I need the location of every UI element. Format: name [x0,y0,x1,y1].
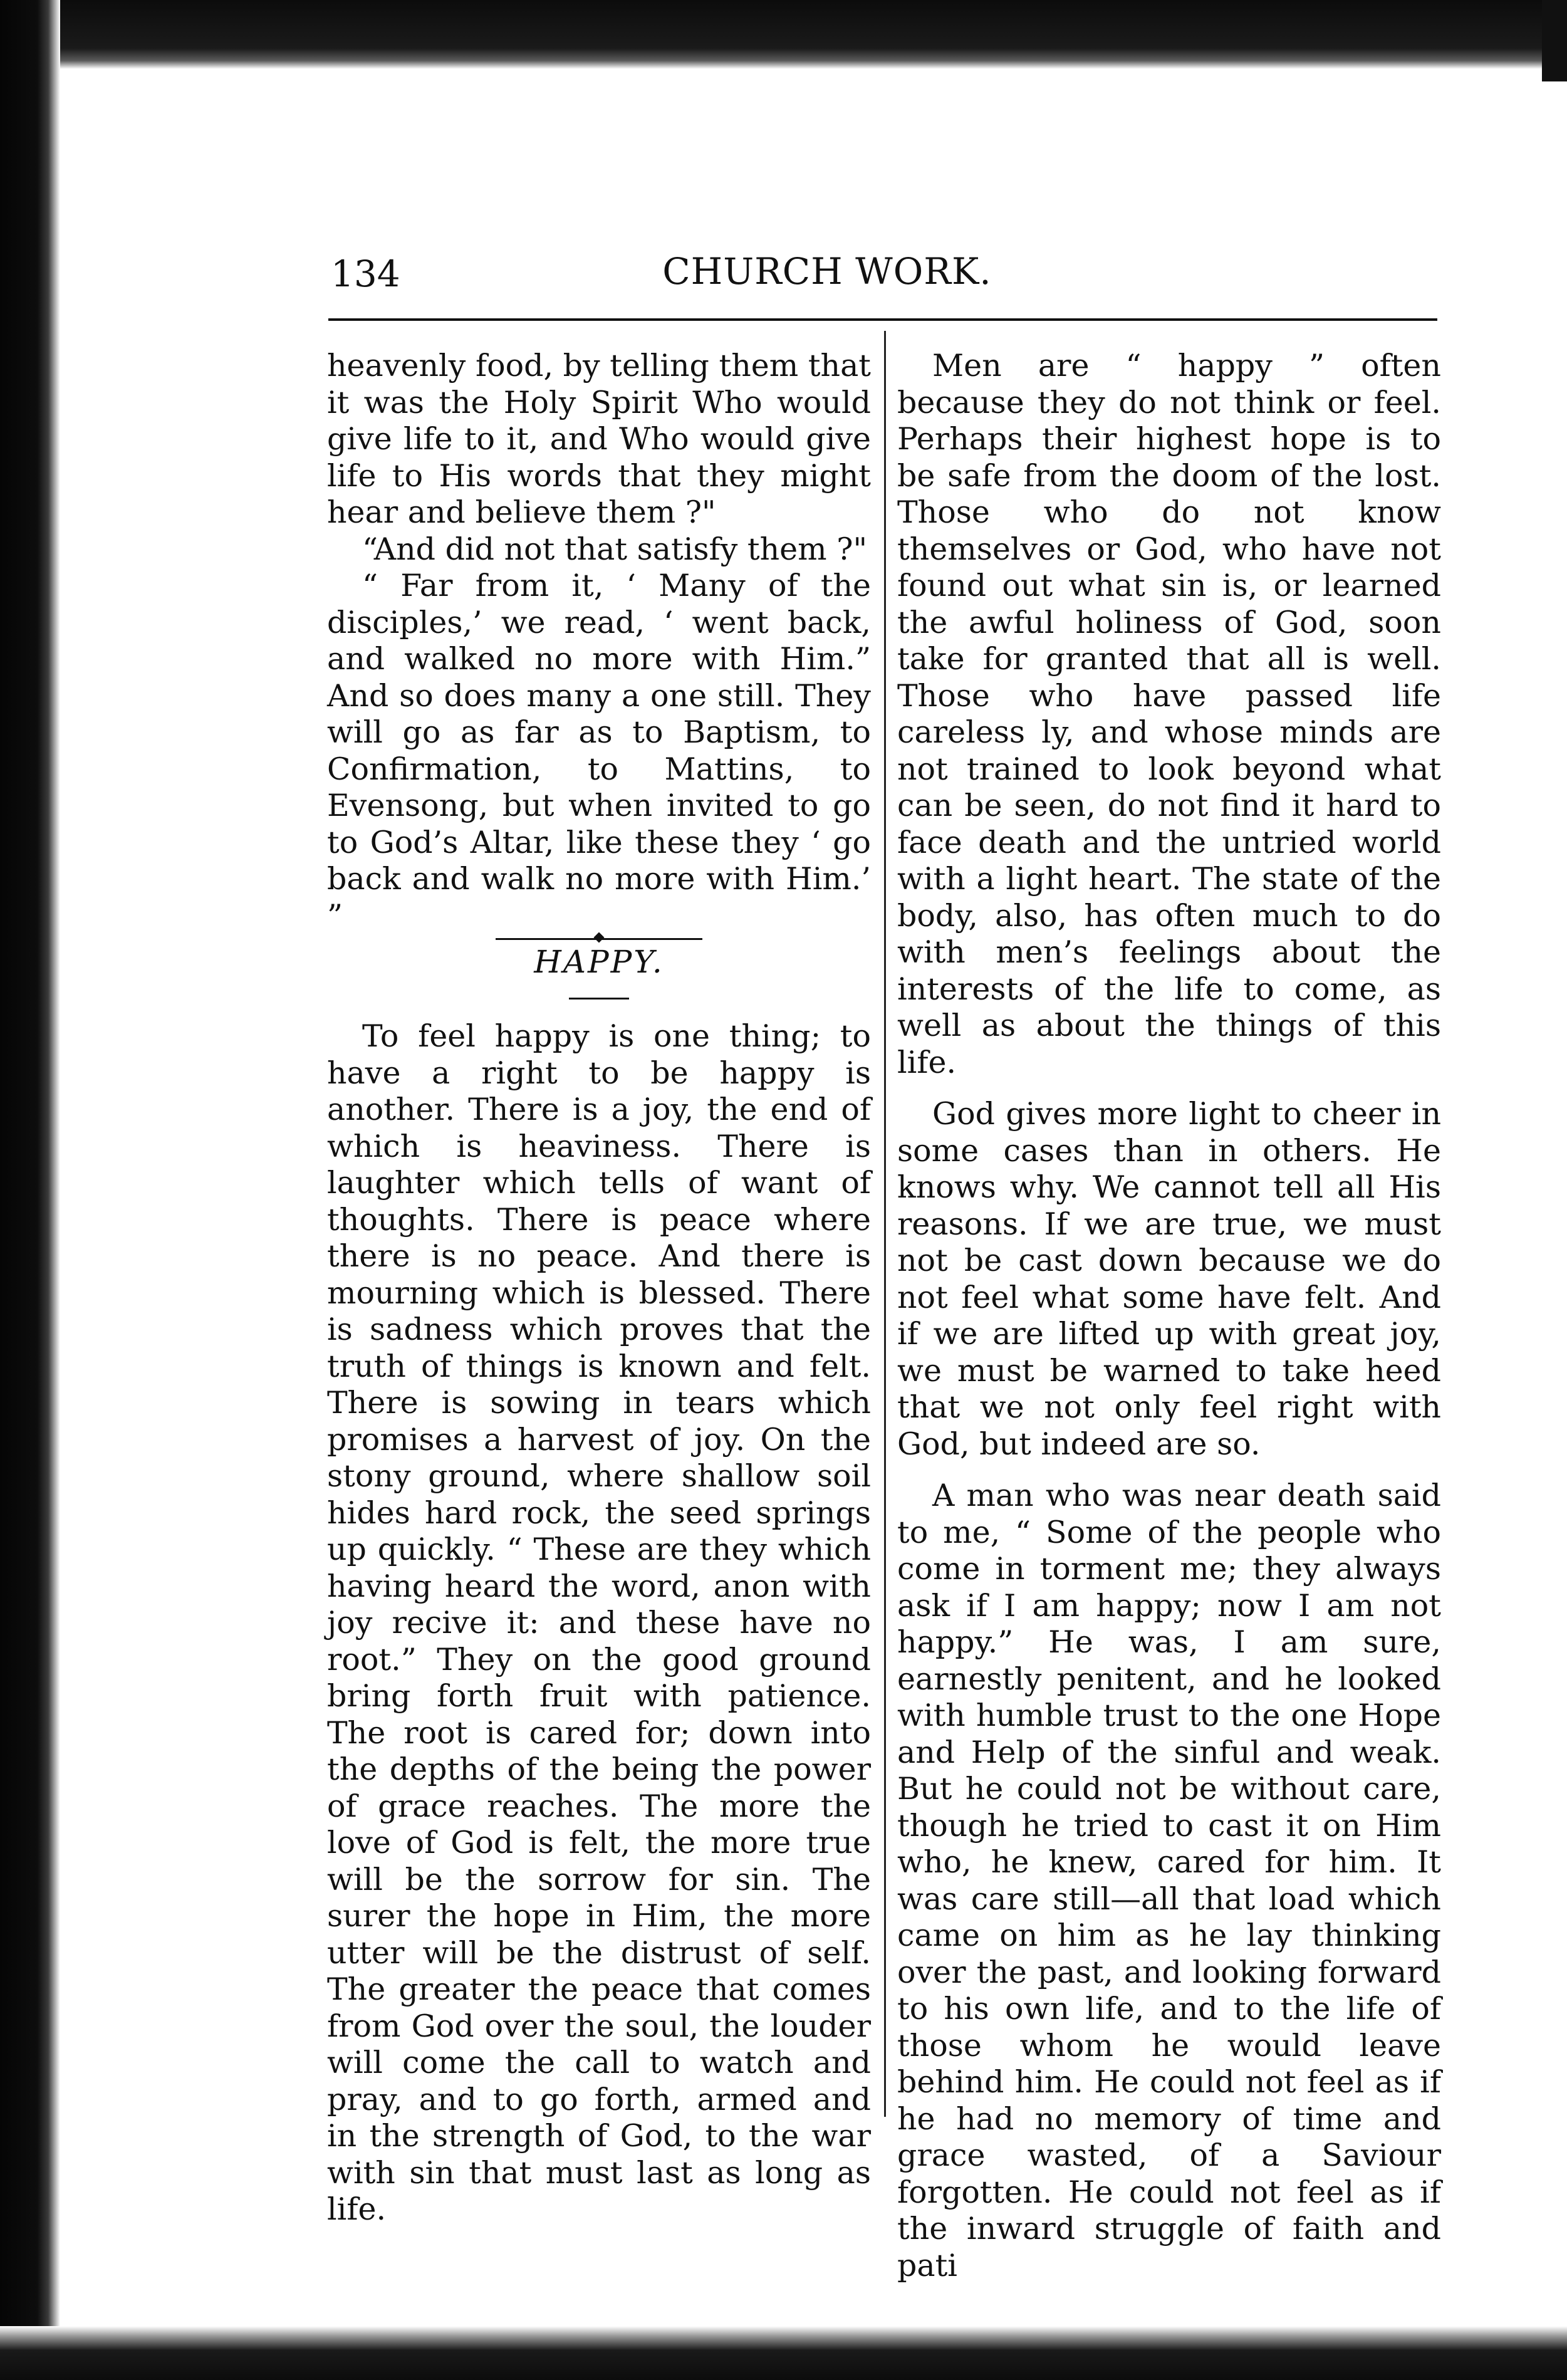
scan-border-top [0,0,1567,69]
paragraph: “ Far from it, ‘ Many of the disciples,’ we read, ‘ went back, and walked no more with Him.” And so does many a one still. They will go as far as to Baptism, to Confirmation, to Mattins, to Evensong, but when invited to go to God’s Altar, like these they ‘ go back and walk no more with Him.’ ” [327,568,871,934]
ornament-rule [496,938,702,940]
section-rule [569,998,629,999]
scan-border-left [0,0,60,2380]
paragraph: heavenly food, by telling them that it was the Holy Spirit Who would give life to it, and Who would give life to His words that they might hear and believe them ?" [327,348,871,530]
paragraph: Men are “ happy ” often because they do not think or feel. Perhaps their highest hope is to be safe from the doom of the lost. Those who do not know themselves or God, who have not found out what sin is, or learned the awful holiness of God, soon take for granted that all is well. Those who have passed life careless ly, and whose minds are not trained to look beyond what can be seen, do not find it hard to face death and the untried world with a light heart. The state of the body, also, has often much to do with men’s feelings about the interests of the life to come, as well as about the things of this life. [897,348,1441,1080]
section-title: HAPPY. [534,944,664,980]
paragraph: A man who was near death said to me, “ Some of the people who come in torment me; they always ask if I am happy; now I am not happy.” He was, I am sure, earnestly penitent, and he looked with humble trust to the one Hope and Help of the sinful and weak. But he could not be without care, though he tried to cast it on Him who, he knew, cared for him. It was care still—all that load which came on him as he lay thinking over the past, and looking forward to his own life, and to the life of those whom he would leave behind him. He could not feel as if he had no memory of time and grace wasted, of a Saviour forgotten. He could not feel as if the inward struggle of faith and pati [897,1478,1441,2283]
header-rule [328,318,1437,321]
column-divider [884,331,886,2117]
scan-border-corner [1542,0,1567,81]
paragraph: To feel happy is one thing; to have a right to be happy is another. There is a joy, the end of which is heaviness. There is laughter which tells of want of thoughts. There is peace where there is no peace. And there is mourning which is blessed. There is sadness which proves that the truth of things is known and felt. There is sowing in tears which promises a harvest of joy. On the stony ground, where shallow soil hides hard rock, the seed springs up quickly. “ These are they which having heard the word, anon with joy recive it: and these have no root.” They on the good ground bring forth fruit with patience. The root is cared for; down into the depths of the being the power of grace reaches. The more the love of God is felt, the more true will be the sorrow for sin. The surer the hope in Him, the more utter will be the distrust of self. The greater the peace that comes from God over the soul, the louder will come the call to watch and pray, and to go forth, armed and in the strength of God, to the war with sin that must last as long as life. [327,1018,871,2227]
running-title: CHURCH WORK. [662,250,992,293]
right-column [897,348,1441,2284]
scan-border-bottom [0,2326,1567,2380]
left-column [327,348,871,2228]
paragraph: God gives more light to cheer in some cases than in others. He knows why. We cannot tell all His reasons. If we are true, we must not be cast down because we do not feel what some have felt. And if we are lifted up with great joy, we must be warned to take heed that we not only feel right with God, but indeed are so. [897,1096,1441,1462]
paragraph: “And did not that satisfy them ?" [362,531,868,567]
page-number: 134 [331,253,400,295]
